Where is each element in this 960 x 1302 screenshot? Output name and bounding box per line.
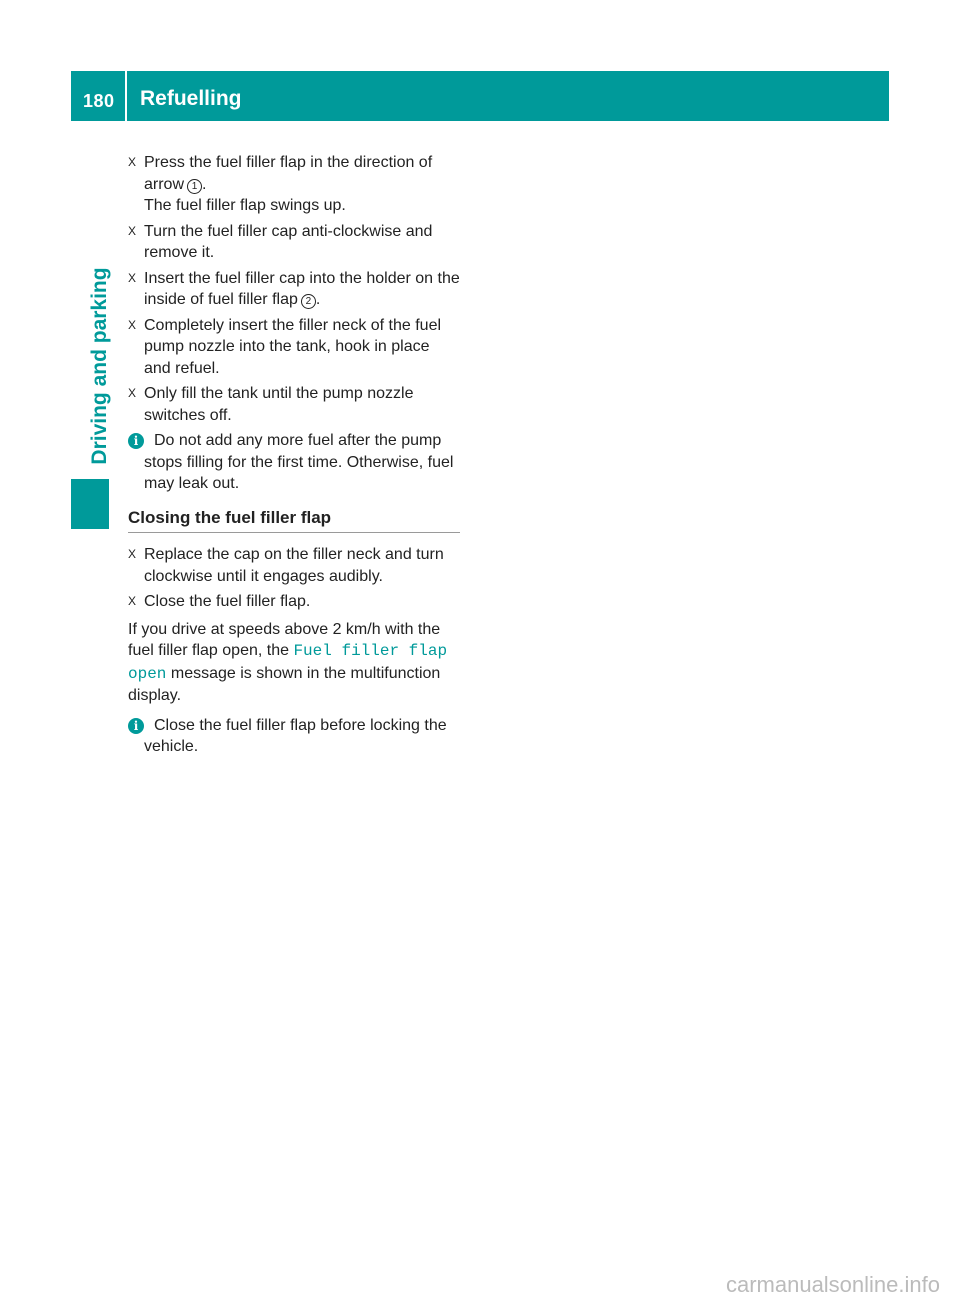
step-item-7 [128,591,460,613]
info-icon: i [128,718,144,734]
step-arrow-icon: X [128,594,137,608]
header-divider [125,71,127,121]
step-text: Completely insert the filler neck of the fuel pump nozzle into the tank, hook in place and refuel. [144,316,442,377]
page-title: Refuelling [140,87,242,110]
paragraph-text-end: message is shown in the multifunction display. [128,664,441,704]
step-item-3 [128,268,460,311]
step-text-end: . [202,175,207,193]
page-number: 180 [83,91,115,111]
step-arrow-icon: X [128,317,137,332]
step-item-1 [128,152,460,217]
step-text: Press the fuel filler flap in the direction of arrow [144,154,433,193]
step-text-end: . [315,291,321,308]
info-icon: i [128,433,144,449]
step-text: Close the fuel filler flap. [144,593,311,610]
step-text: Only fill the tank until the pump nozzle switches off. [144,385,414,424]
step-arrow-icon: X [128,547,137,561]
step-item-4 [128,315,460,380]
step-arrow-icon: X [128,155,137,169]
main-content [128,152,460,762]
callout-number-icon: 1 [187,179,202,194]
page-header [71,71,889,121]
step-text: Insert the fuel filler cap into the holder on the inside of fuel filler flap [144,269,460,308]
chapter-marker [71,479,109,529]
display-message-code: Fuel filler flap open [128,642,448,683]
info-note-2 [128,715,460,758]
step-arrow-icon: X [128,223,137,238]
paragraph-text: If you drive at speeds above 2 km/h with the fuel filler flap open, the [128,620,441,659]
info-text: Do not add any more fuel after the pump stops filling for the first time. Otherwise, fuel may leak out. [144,432,454,492]
step-text: Turn the fuel filler cap anti-clockwise and remove it. [144,222,433,261]
step-item-2 [128,221,460,264]
step-item-5 [128,383,460,426]
step-item-6 [128,544,460,587]
body-paragraph [128,619,460,707]
step-text: Replace the cap on the filler neck and turn clockwise until it engages audibly. [144,546,444,585]
step-arrow-icon: X [128,270,137,285]
step-result: The fuel filler flap swings up. [144,197,346,214]
watermark: carmanualsonline.info [725,1272,940,1297]
section-heading: Closing the fuel filler flap [128,507,460,534]
callout-number-icon: 2 [301,294,316,309]
info-text: Close the fuel filler flap before locking the vehicle. [144,716,447,755]
info-note-1 [128,430,460,495]
chapter-tab-label: Driving and parking [88,267,111,465]
step-arrow-icon: X [128,386,137,400]
